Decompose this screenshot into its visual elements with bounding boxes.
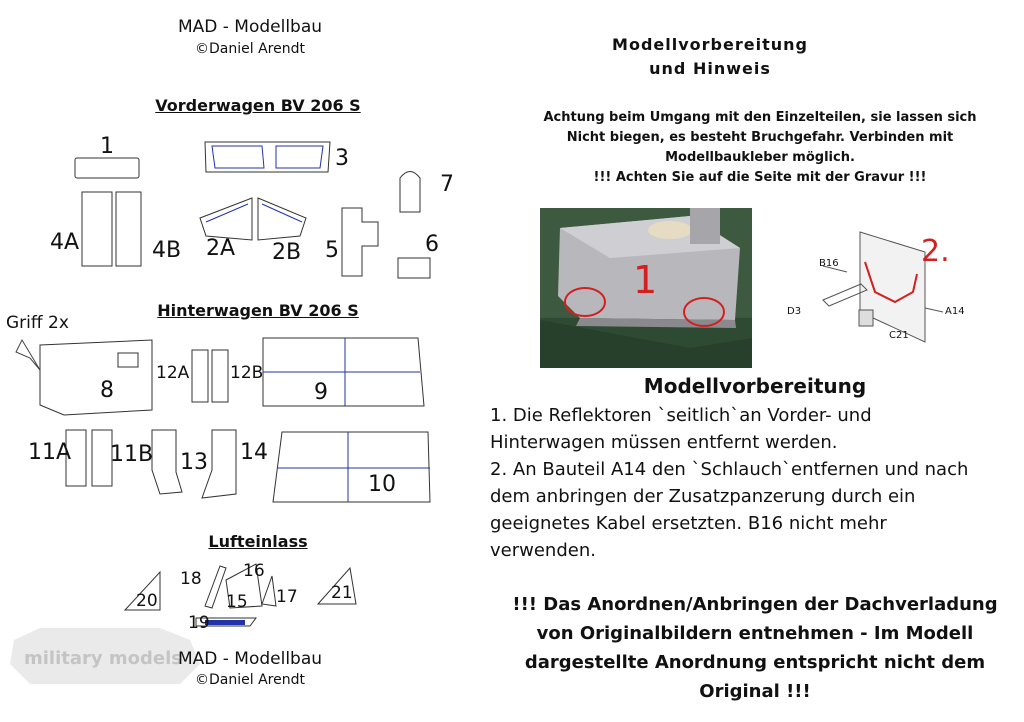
part-label-17: 17 — [276, 587, 298, 607]
part-label-2a: 2A — [206, 236, 236, 261]
step-line-5: geeignetes Kabel ersetzten. B16 nicht mehr — [490, 513, 887, 534]
part-label-16: 16 — [243, 561, 265, 581]
part-10-outline — [273, 432, 430, 502]
part-label-12b: 12B — [230, 363, 264, 383]
warning-block — [500, 108, 1020, 188]
footer-copyright: ©Daniel Arendt — [195, 672, 305, 688]
part-label-5: 5 — [325, 238, 339, 263]
section-heading: Modellvorbereitung — [643, 374, 867, 398]
part-label-13: 13 — [180, 450, 208, 475]
header-copyright: ©Daniel Arendt — [195, 41, 305, 57]
griff-arrow-icon — [16, 340, 40, 370]
part-8-outline — [40, 340, 152, 415]
part-12a-outline — [192, 350, 208, 402]
part-label-21: 21 — [331, 583, 353, 603]
step-line-1: 1. Die Reflektoren `seitlich`an Vorder- und — [490, 405, 872, 426]
part-6-outline — [398, 258, 430, 278]
diagram-label-a14: A14 — [945, 306, 965, 317]
air-intake-section-title: Lufteinlass — [208, 532, 308, 551]
part-11b-outline — [92, 430, 112, 486]
header-brand: MAD - Modellbau — [177, 17, 323, 37]
part-label-19: 19 — [188, 613, 210, 633]
part-2a-outline — [200, 198, 252, 240]
warning-line-4: !!! Achten Sie auf die Seite mit der Gravur !!! — [593, 170, 927, 185]
part-4b-outline — [116, 192, 141, 266]
warning-line-3: Modellbaukleber möglich. — [665, 150, 855, 165]
warning-line-2: Nicht biegen, es besteht Bruchgefahr. Verbinden mit — [566, 130, 954, 145]
part-12b-outline — [212, 350, 228, 402]
part-2b-outline — [258, 198, 306, 240]
diagram-label-c21: C21 — [889, 330, 909, 341]
part-label-4a: 4A — [50, 230, 80, 255]
step-line-3: 2. An Bauteil A14 den `Schlauch`entfernen und nach — [490, 459, 969, 480]
part-label-20: 20 — [136, 591, 158, 611]
part-label-2b: 2B — [272, 240, 302, 265]
part-18-outline — [205, 566, 226, 608]
part-label-11b: 11B — [110, 442, 154, 467]
part-a14-diagram — [785, 222, 975, 362]
part-label-12a: 12A — [156, 363, 190, 383]
warning-line-1: Achtung beim Umgang mit den Einzelteilen, sie lassen sich — [543, 110, 977, 125]
part-label-10: 10 — [368, 472, 396, 497]
rear-section-title: Hinterwagen BV 206 S — [157, 301, 359, 320]
part-label-9: 9 — [314, 380, 328, 405]
step-line-2: Hinterwagen müssen entfernt werden. — [490, 432, 838, 453]
part-label-15: 15 — [226, 592, 248, 612]
note-line-1: !!! Das Anordnen/Anbringen der Dachverladung — [512, 594, 998, 615]
griff-label: Griff 2x — [6, 313, 69, 333]
right-title-line2: und Hinweis — [649, 59, 771, 78]
right-title-line1: Modellvorbereitung — [612, 35, 808, 54]
part-label-18: 18 — [180, 569, 202, 589]
part-label-14: 14 — [240, 440, 268, 465]
photo-marker-1: 1 — [633, 258, 658, 302]
part-label-7: 7 — [440, 172, 454, 197]
footer-brand: MAD - Modellbau — [177, 649, 323, 669]
part-7-outline — [400, 172, 420, 213]
diagram-marker-2: 2. — [921, 234, 950, 269]
part-4a-outline — [82, 192, 112, 266]
watermark-text: military models — [24, 648, 182, 669]
part-label-11a: 11A — [28, 440, 72, 465]
part-5-outline — [342, 208, 378, 276]
preparation-steps — [490, 402, 1015, 564]
part-label-1: 1 — [100, 134, 114, 159]
diagram-label-b16: B16 — [819, 258, 839, 269]
roof-load-note — [490, 590, 1020, 706]
step-line-4: dem anbringen der Zusatzpanzerung durch ein — [490, 486, 916, 507]
note-line-4: Original !!! — [699, 681, 811, 702]
model-photo — [540, 208, 752, 368]
note-line-3: dargestellte Anordnung entspricht nicht dem — [524, 652, 986, 673]
part-1-outline — [75, 158, 139, 178]
front-section-title: Vorderwagen BV 206 S — [155, 96, 361, 115]
part-label-4b: 4B — [152, 238, 182, 263]
note-line-2: von Originalbildern entnehmen - Im Modell — [536, 623, 974, 644]
part-13-outline — [152, 430, 182, 494]
diagram-label-d3: D3 — [787, 306, 802, 317]
part-label-6: 6 — [425, 232, 439, 257]
part-label-3: 3 — [335, 146, 349, 171]
step-line-6: verwenden. — [490, 540, 596, 561]
part-label-8: 8 — [100, 378, 114, 403]
